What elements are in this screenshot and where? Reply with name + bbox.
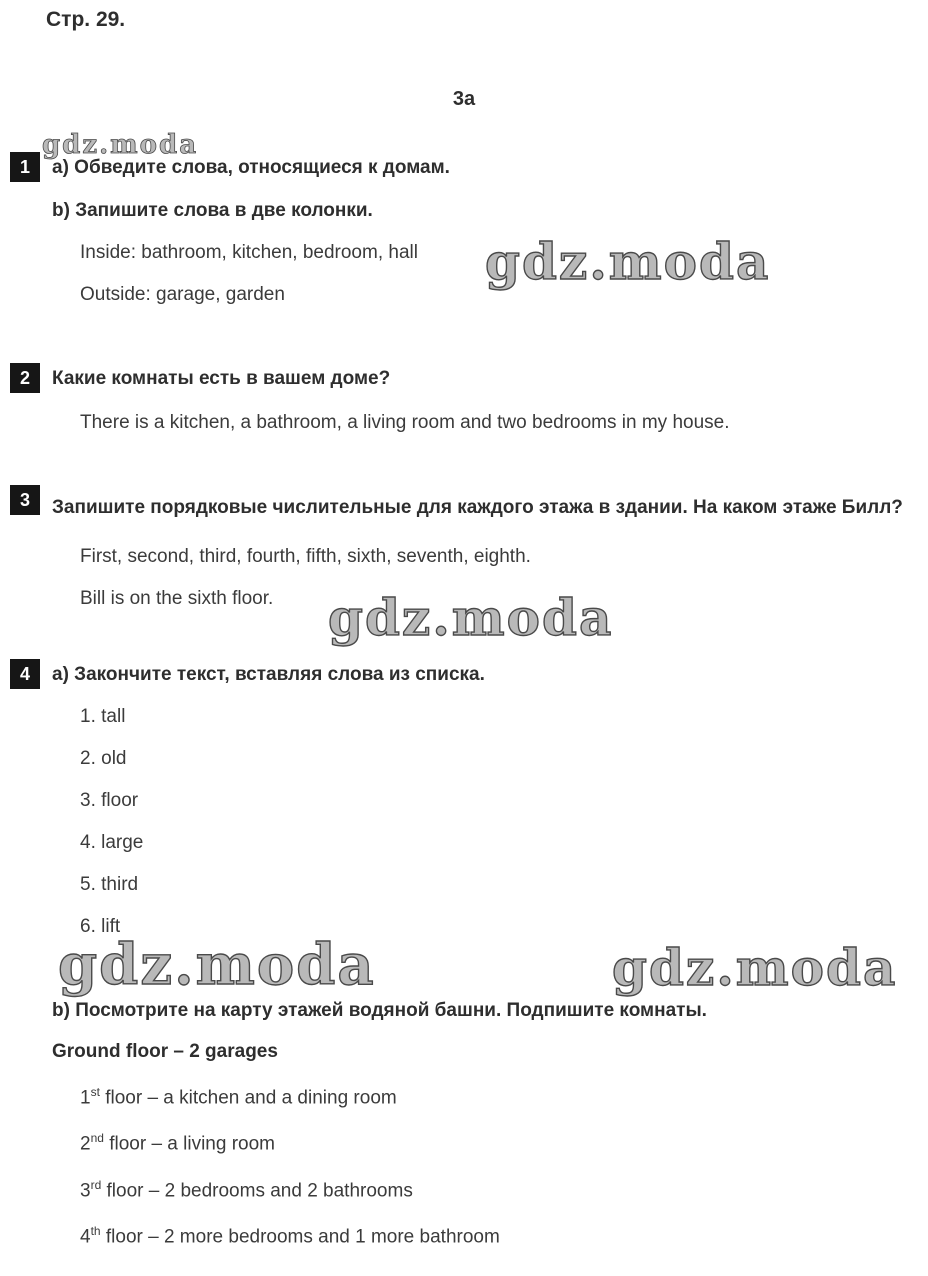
floor-1-sup: st [90,1085,100,1099]
exercise-4-part-a: а) Закончите текст, вставляя слова из списка. [52,664,485,685]
exercise-3-question: Запишите порядковые числительные для каждого этажа в здании. На каком этаже Билл? [52,497,903,518]
exercise-4-floor-2 [52,1125,908,1157]
floor-1-text: floor – a kitchen and a dining room [99,1087,397,1109]
exercise-4-floor-1 [52,1079,908,1111]
floor-2-text: floor – a living room [103,1133,276,1155]
exercise-4-number: 4 [10,659,40,689]
floor-3-sup: rd [90,1177,102,1192]
floor-4-text: floor – 2 more bedrooms and 1 more bathroom [100,1226,500,1248]
exercise-1-answer-inside: Inside: bathroom, kitchen, bedroom, hall [80,242,418,263]
exercise-2-number: 2 [10,363,40,393]
exercise-2 [0,366,928,436]
exercise-4-item-3: 3. floor [80,790,139,811]
exercise-4-item-1: 1. tall [80,706,126,727]
exercise-3 [0,488,928,612]
exercise-4-item-2: 2. old [80,748,127,769]
exercise-4-ground-floor: Ground floor – 2 garages [52,1041,278,1062]
floor-3-num: 3 [80,1179,91,1201]
exercise-2-answer: There is a kitchen, a bathroom, a living room and two bedrooms in my house. [80,412,730,433]
exercise-4-part-b: b) Посмотрите на карту этажей водяной башни. Подпишите комнаты. [52,1000,707,1021]
exercise-1-part-a: а) Обведите слова, относящиеся к домам. [52,157,450,178]
watermark-4: gdz.moda [612,938,898,997]
exercise-4-item-5: 5. third [80,874,139,895]
exercise-4-floor-4 [52,1218,908,1250]
exercise-3-answer-1: First, second, third, fourth, fifth, sixth, seventh, eighth. [80,546,531,567]
exercise-1-part-b: b) Запишите слова в две колонки. [52,200,373,221]
watermark-1: gdz.moda [485,232,771,291]
exercise-4-floor-3 [52,1172,908,1204]
watermark-small: gdz.moda [42,130,199,160]
exercise-1 [0,155,928,308]
watermark-3: gdz.moda [58,932,376,998]
section-title: 3a [452,88,476,110]
floor-4-num: 4 [80,1226,91,1248]
floor-4-sup: th [90,1223,101,1238]
page-header: Стр. 29. [46,8,126,31]
floor-2-num: 2 [80,1133,91,1155]
exercise-1-number: 1 [10,152,40,182]
exercise-4-item-4: 4. large [80,832,144,853]
exercise-2-question: Какие комнаты есть в вашем доме? [52,368,391,389]
exercise-4 [0,662,928,1250]
floor-2-sup: nd [90,1131,104,1146]
floor-1-num: 1 [80,1087,91,1109]
exercise-3-number: 3 [10,485,40,515]
exercise-3-answer-2: Bill is on the sixth floor. [80,588,274,609]
floor-3-text: floor – 2 bedrooms and 2 bathrooms [101,1179,413,1201]
exercise-1-answer-outside: Outside: garage, garden [80,284,285,305]
watermark-2: gdz.moda [328,588,614,647]
exercise-4-item-6: 6. lift [80,916,121,937]
